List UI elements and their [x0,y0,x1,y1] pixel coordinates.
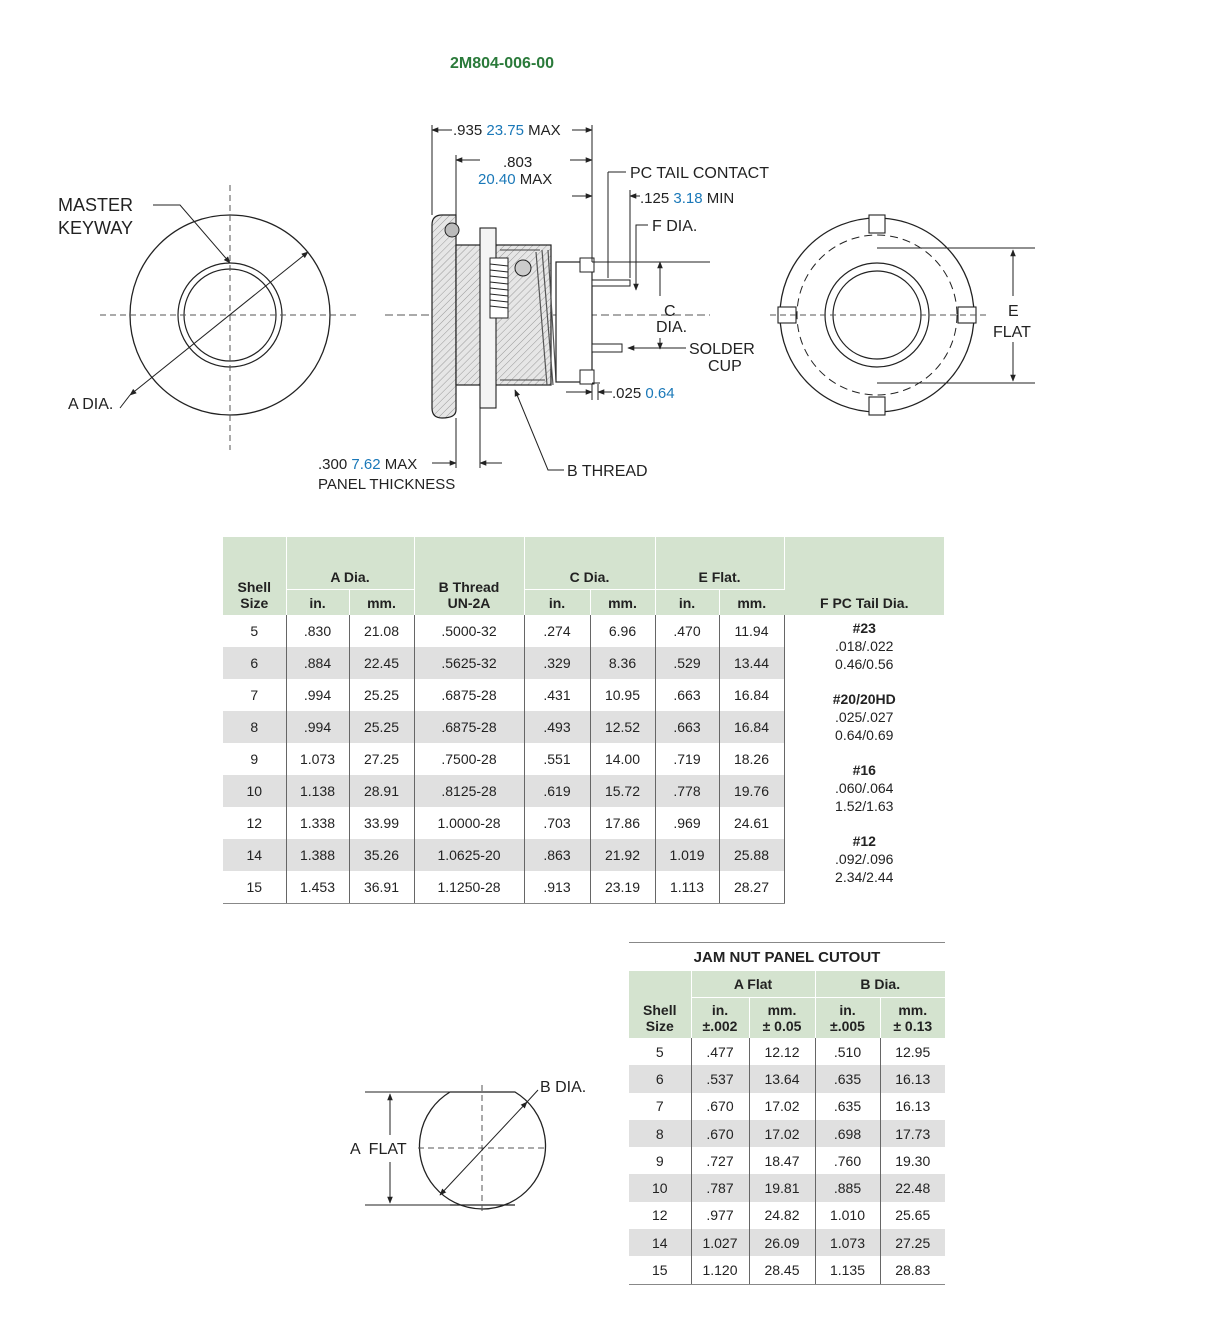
f-tail-group: #12 .092/.096 2.34/2.44 [835,833,894,885]
table-cell: 14 [223,839,286,871]
table-cell: 17.86 [590,807,655,839]
table-cell: 28.27 [719,871,784,904]
table-cell: 10 [223,775,286,807]
table-cell: .670 [691,1093,749,1120]
svg-text:20.40 MAX [478,171,552,188]
table-cell: 27.25 [880,1229,945,1256]
table-cell: 17.73 [880,1120,945,1147]
part-number: 2M804-006-00 [450,55,555,72]
jam-header-b-dia: B Dia. [815,971,945,998]
table-cell: .8125-28 [414,775,524,807]
dim-803-in: .803 [503,154,533,171]
svg-text:.300 7.62 MAX [318,456,417,473]
table-cell: 26.09 [749,1229,815,1256]
table-cell: 18.26 [719,743,784,775]
dim-935-mm: 23.75 [486,122,524,139]
table-cell: 15 [223,871,286,904]
table-cell: 25.25 [349,679,414,711]
table-cell: .7500-28 [414,743,524,775]
header-f-tail: F PC Tail Dia. [784,537,944,615]
header-c-in: in. [524,590,590,616]
table-cell: 19.76 [719,775,784,807]
table-cell: 35.26 [349,839,414,871]
table-cell: 21.92 [590,839,655,871]
table-cell: 16.84 [719,679,784,711]
svg-text:.025 0.64 [612,385,675,402]
table-cell: .6875-28 [414,679,524,711]
table-cell: .663 [655,679,719,711]
table-cell: 28.91 [349,775,414,807]
table-cell: 1.388 [286,839,349,871]
table-cell: .470 [655,615,719,647]
dim-300-in: .300 [318,456,348,473]
pc-tail-contact-label: PC TAIL CONTACT [630,165,769,182]
table-cell: 12.52 [590,711,655,743]
table-cell: .431 [524,679,590,711]
dim-803-max: MAX [519,171,553,188]
table-cell: .529 [655,647,719,679]
table-cell: 11.94 [719,615,784,647]
table-cell: 1.010 [815,1202,880,1229]
jam-header-b-mm: mm. ± 0.13 [880,998,945,1039]
table-cell: .778 [655,775,719,807]
table-cell: .635 [815,1093,880,1120]
table-cell: 21.08 [349,615,414,647]
table-cell: 1.338 [286,807,349,839]
dim-935-in: .935 [453,122,483,139]
dimensions-table [223,537,944,904]
table-cell: .719 [655,743,719,775]
dim-803-mm: 20.40 [478,171,516,188]
jam-header-shell-size: Shell Size [629,971,691,1038]
table-cell: 1.027 [691,1229,749,1256]
table-cell: 1.019 [655,839,719,871]
header-a-mm: mm. [349,590,414,616]
table-cell: 8 [223,711,286,743]
table-cell: 9 [223,743,286,775]
table-cell: 1.1250-28 [414,871,524,904]
jam-header-a-mm: mm. ± 0.05 [749,998,815,1039]
master-keyway-label-1: MASTER [58,195,134,215]
f-tail-cell [784,615,944,904]
rear-view [770,215,1035,415]
connector-drawing [0,0,1224,530]
table-cell: .551 [524,743,590,775]
table-cell: 8 [629,1120,691,1147]
table-cell: .329 [524,647,590,679]
table-cell: 23.19 [590,871,655,904]
table-cell: 22.48 [880,1174,945,1201]
table-cell: 16.13 [895,1098,931,1115]
table-cell: 33.99 [349,807,414,839]
a-dia-label: A DIA. [68,396,114,413]
table-cell: 14.00 [590,743,655,775]
table-cell: 19.30 [895,1152,931,1169]
table-cell: .510 [815,1038,880,1065]
table-cell: .619 [524,775,590,807]
table-cell: 1.0000-28 [414,807,524,839]
table-cell: 17.02 [749,1120,815,1147]
table-cell: .994 [286,679,349,711]
table-cell: 12 [629,1202,691,1229]
svg-text:.935 23.75 MAX [453,122,561,139]
table-cell: .537 [691,1065,749,1092]
table-cell: .727 [691,1147,749,1174]
table-cell: 36.91 [349,871,414,904]
table-cell: .760 [815,1147,880,1174]
table-cell: .274 [524,615,590,647]
table-cell: 16.13 [880,1065,945,1092]
table-cell: 9 [629,1147,691,1174]
cutout-b-dia-label: B DIA. [540,1079,587,1096]
table-cell: 6.96 [590,615,655,647]
table-row [629,1229,945,1256]
dim-300-max: MAX [384,456,418,473]
table-cell: .6875-28 [414,711,524,743]
table-row [629,1065,945,1092]
table-cell: .969 [655,807,719,839]
table-cell: 1.138 [286,775,349,807]
table-row [629,1147,945,1174]
c-dia-label-1: C [664,303,676,320]
table-row [629,1038,945,1065]
table-cell: 18.47 [749,1147,815,1174]
table-cell: 13.64 [749,1065,815,1092]
panel-cutout-drawing [340,1070,600,1220]
header-a-in: in. [286,590,349,616]
dim-125-in: .125 [640,190,670,207]
table-row [629,1093,945,1120]
header-e-in: in. [655,590,719,616]
table-cell: 24.82 [749,1202,815,1229]
table-cell: .663 [655,711,719,743]
header-a-dia: A Dia. [286,537,414,590]
table-cell: 12 [223,807,286,839]
dim-935-max: MAX [528,122,561,139]
front-view [58,185,360,450]
table-cell: .703 [524,807,590,839]
table-cell: .994 [286,711,349,743]
table-cell: 5 [223,615,286,647]
table-cell: .863 [524,839,590,871]
table-cell: .5625-32 [414,647,524,679]
panel-thickness-label: PANEL THICKNESS [318,476,456,493]
svg-text:.125 3.18 MIN [640,190,734,207]
jam-table-title: JAM NUT PANEL CUTOUT [629,943,945,972]
table-cell: 5 [629,1038,691,1065]
table-row [629,1202,945,1229]
table-cell: .787 [691,1174,749,1201]
table-cell: 1.073 [286,743,349,775]
jam-nut-cutout-table [629,942,945,1285]
table-cell: 6 [223,647,286,679]
dim-125-mm: 3.18 [673,190,703,207]
table-cell: 12.12 [749,1038,815,1065]
table-cell: 14 [629,1229,691,1256]
table-cell: 24.61 [719,807,784,839]
table-cell: 1.453 [286,871,349,904]
header-e-mm: mm. [719,590,784,616]
c-dia-label-2: DIA. [656,319,688,336]
b-thread-label: B THREAD [567,463,648,480]
table-cell: 12.95 [895,1043,931,1060]
table-cell: 10 [629,1174,691,1201]
table-cell: .698 [815,1120,880,1147]
table-cell: 25.25 [349,711,414,743]
side-view [318,122,769,493]
table-cell: .635 [815,1065,880,1092]
table-cell: 1.0625-20 [414,839,524,871]
table-cell: .885 [815,1174,880,1201]
table-cell: .493 [524,711,590,743]
e-flat-label-2: FLAT [993,324,1031,341]
header-c-dia: C Dia. [524,537,655,590]
table-cell: 1.135 [815,1256,880,1284]
table-cell: 17.02 [749,1093,815,1120]
solder-cup-label-2: CUP [708,358,742,375]
solder-cup-label-1: SOLDER [689,341,755,358]
table-cell: 15 [629,1256,691,1284]
dim-300-mm: 7.62 [351,456,381,473]
header-c-mm: mm. [590,590,655,616]
dim-025-in: .025 [612,385,642,402]
table-cell: 19.81 [749,1174,815,1201]
jam-header-a-in: in. ±.002 [691,998,749,1039]
table-cell: .977 [691,1202,749,1229]
table-cell: 1.113 [655,871,719,904]
table-cell: 7 [223,679,286,711]
table-cell: .884 [286,647,349,679]
table-cell: 6 [629,1065,691,1092]
table-cell: 1.073 [815,1229,880,1256]
table-cell: 25.88 [719,839,784,871]
table-cell: 15.72 [590,775,655,807]
dim-025-mm: 0.64 [645,385,675,402]
table-cell: .670 [691,1120,749,1147]
cutout-a-flat-label: A FLAT [350,1141,407,1158]
table-cell: 13.44 [719,647,784,679]
table-cell: 8.36 [590,647,655,679]
table-cell: 10.95 [590,679,655,711]
table-row [223,615,944,647]
table-cell: 28.83 [880,1256,945,1284]
master-keyway-label-2: KEYWAY [58,218,134,238]
e-flat-label-1: E [1008,303,1019,320]
table-cell: 1.120 [691,1256,749,1284]
jam-header-b-in: in. ±.005 [815,998,880,1039]
table-cell: .5000-32 [414,615,524,647]
table-cell: 25.65 [895,1207,931,1224]
header-b-thread: B Thread UN-2A [414,537,524,615]
f-tail-group: #20/20HD .025/.027 0.64/0.69 [832,691,896,743]
header-shell-size: Shell Size [223,537,286,615]
table-row [629,1120,945,1147]
dim-125-min: MIN [706,190,735,207]
table-cell: 27.25 [349,743,414,775]
table-cell: .913 [524,871,590,904]
table-cell: 16.84 [719,711,784,743]
table-row [629,1256,945,1284]
table-cell: .477 [691,1038,749,1065]
table-cell: 28.45 [749,1256,815,1284]
table-cell: 7 [629,1093,691,1120]
jam-header-a-flat: A Flat [691,971,815,998]
header-e-flat: E Flat. [655,537,784,590]
f-tail-group: #23 .018/.022 0.46/0.56 [835,620,894,672]
table-cell: .830 [286,615,349,647]
table-cell: 22.45 [349,647,414,679]
f-dia-label: F DIA. [652,218,698,235]
table-row [629,1174,945,1201]
f-tail-group: #16 .060/.064 1.52/1.63 [835,762,894,814]
